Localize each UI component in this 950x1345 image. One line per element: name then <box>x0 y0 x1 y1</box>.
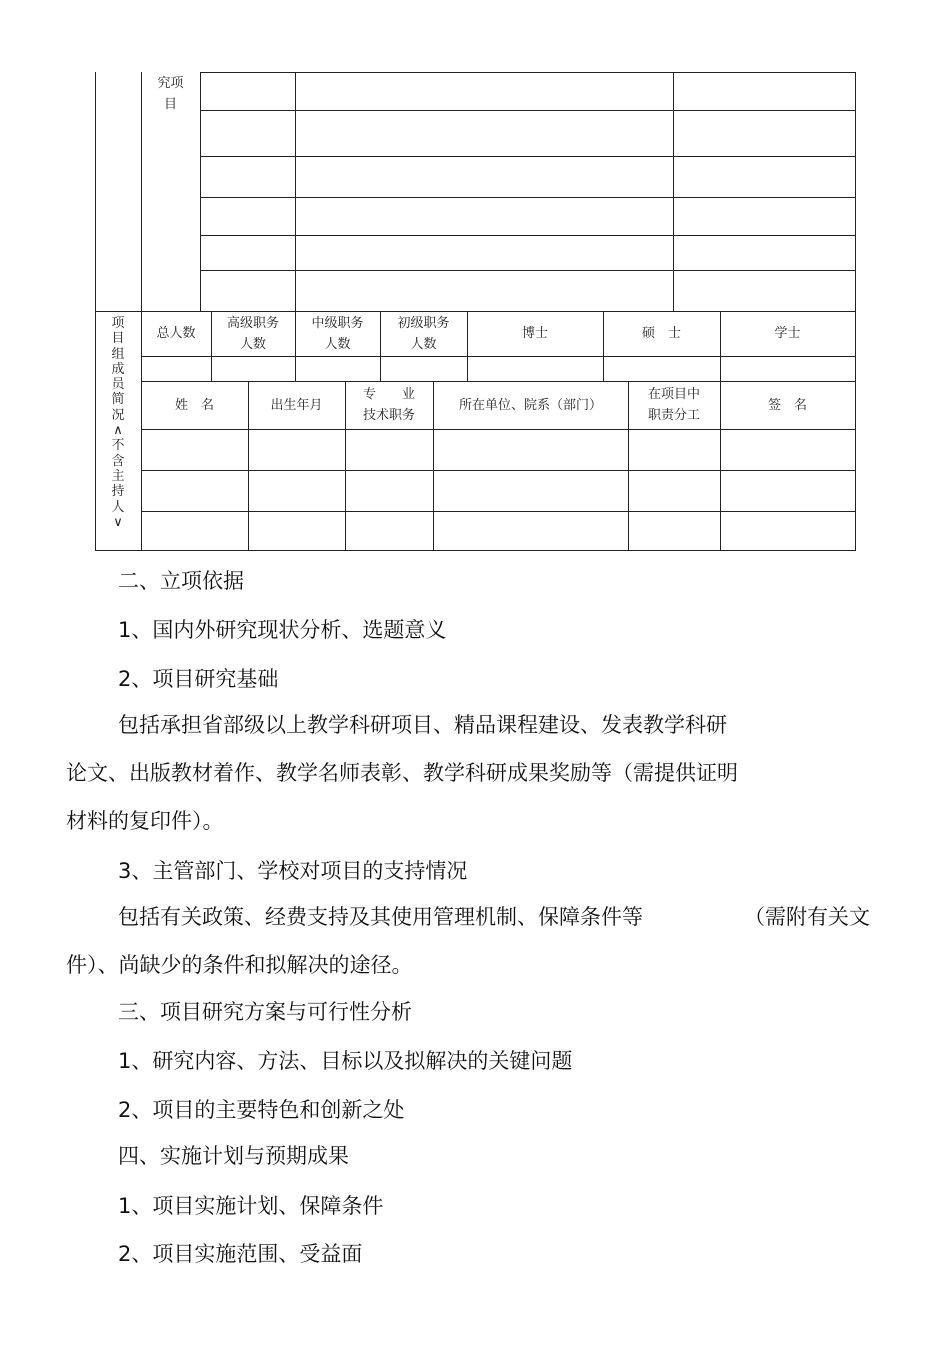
grid-line <box>200 197 856 198</box>
header-name: 姓 名 <box>174 397 214 413</box>
side-label-char: 含 <box>111 453 125 469</box>
section-2-3-paragraph-line1a: 包括有关政策、经费支持及其使用管理机制、保障条件等 <box>118 905 643 929</box>
section-2-3-paragraph-line2: 件）、尚缺少的条件和拟解决的途径。 <box>66 953 413 977</box>
side-label-char: 不 <box>111 438 125 454</box>
section-2-heading: 二、立项依据 <box>118 569 244 593</box>
header-master: 硕 士 <box>641 326 681 341</box>
table-border-bottom <box>95 550 856 551</box>
section-3-1-heading: 1、研究内容、方法、目标以及拟解决的关键问题 <box>118 1049 573 1073</box>
side-label-char: 主 <box>111 468 125 484</box>
grid-line <box>295 72 296 312</box>
research-items-label-line1: 究项 <box>157 76 184 91</box>
header-technical-title: 专 业 技术职务 <box>362 387 415 423</box>
grid-line <box>200 235 856 236</box>
section-2-3-paragraph-line1b: （需附有关文 <box>744 905 870 929</box>
side-label-char: 简 <box>111 392 125 408</box>
grid-line <box>200 156 856 157</box>
section-4-heading: 四、实施计划与预期成果 <box>118 1144 349 1168</box>
grid-line <box>200 72 856 73</box>
header-middle-count: 中级职务 人数 <box>311 315 364 352</box>
research-items-label <box>141 72 200 116</box>
research-items-label-line2: 目 <box>163 97 177 112</box>
section-3-2-heading: 2、项目的主要特色和创新之处 <box>118 1098 405 1122</box>
header-senior-count: 高级职务 人数 <box>226 315 279 352</box>
section-2-2-heading: 2、项目研究基础 <box>118 667 279 691</box>
grid-line <box>200 72 201 312</box>
section-2-2-paragraph-line1: 包括承担省部级以上教学科研项目、精品课程建设、发表教学科研 <box>118 713 727 737</box>
side-label-char: ∧ <box>113 423 123 439</box>
side-label-char: 目 <box>111 331 125 347</box>
grid-line <box>200 110 856 111</box>
grid-line <box>200 270 856 271</box>
section-2-3-heading: 3、主管部门、学校对项目的支持情况 <box>118 859 468 883</box>
header-signature: 签 名 <box>767 397 807 413</box>
section-4-2-heading: 2、项目实施范围、受益面 <box>118 1242 363 1266</box>
side-label-char: 况 <box>111 407 125 423</box>
side-label-char: 成 <box>111 361 125 377</box>
header-birth: 出生年月 <box>270 397 323 413</box>
side-label-char: 组 <box>111 346 125 362</box>
header-unit: 所在单位、院系（部门） <box>458 397 602 413</box>
section-2-1-heading: 1、国内外研究现状分析、选题意义 <box>118 618 447 642</box>
grid-line <box>141 356 856 357</box>
header-junior-count: 初级职务 人数 <box>397 315 450 352</box>
member-section-side-label <box>95 316 141 530</box>
side-label-char: 人 <box>111 499 125 515</box>
header-bachelor: 学士 <box>774 326 801 341</box>
section-2-2-paragraph-line3: 材料的复印件）。 <box>66 809 224 833</box>
section-3-heading: 三、项目研究方案与可行性分析 <box>118 1000 412 1024</box>
header-doctor: 博士 <box>521 326 548 341</box>
section-4-1-heading: 1、项目实施计划、保障条件 <box>118 1194 384 1218</box>
side-label-char: ∨ <box>113 514 123 530</box>
side-label-char: 持 <box>111 484 125 500</box>
side-label-char: 员 <box>111 377 125 393</box>
side-label-char: 项 <box>111 316 125 331</box>
header-role: 在项目中 职责分工 <box>647 387 700 423</box>
grid-line <box>673 72 674 312</box>
section-2-2-paragraph-line2: 论文、出版教材着作、教学名师表彰、教学科研成果奖励等（需提供证明 <box>66 761 738 785</box>
header-total-count: 总人数 <box>156 326 196 341</box>
